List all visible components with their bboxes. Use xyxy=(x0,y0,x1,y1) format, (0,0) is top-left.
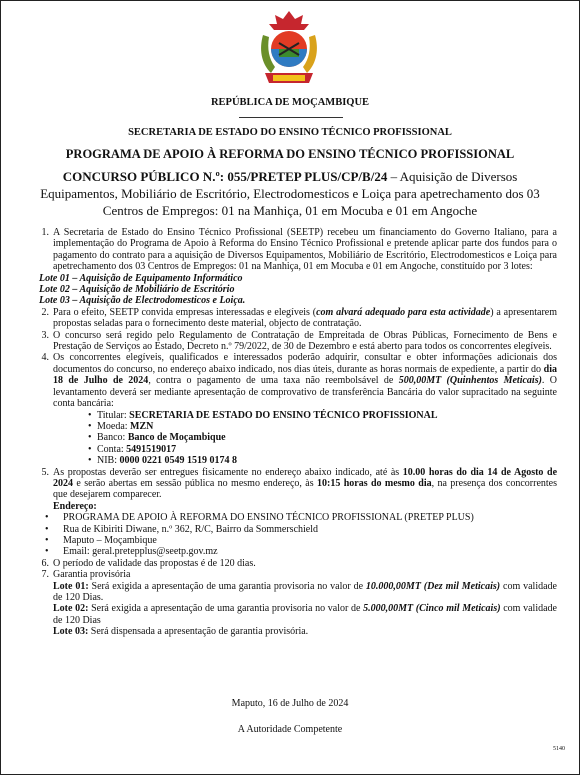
clause-number: 4. xyxy=(41,352,49,364)
clause-1 xyxy=(23,227,557,273)
clause-text: O concurso será regido pelo Regulamento de Contratação de Empreitada de Obras Públicas, Fornecimento de Bens e Prestação de Serviços ao Estado, Decreto n.º 79/2022, de 30 de Dezembro e está aberto para todos os concorrentes elegíveis. xyxy=(53,329,557,353)
document-code: 5140 xyxy=(553,746,565,752)
clause-emphasis: com alvará adequado para esta actividade xyxy=(316,306,491,318)
clause-emphasis: 10:15 horas do mesmo dia xyxy=(316,477,432,489)
lot-1: Lote 01 – Aquisição de Equipamento Informático xyxy=(39,272,243,284)
clause-text: Garantia provisória xyxy=(53,569,131,581)
header-divider xyxy=(239,117,343,118)
clause-text: Para o efeito, SEETP convida empresas interessadas e elegíveis ( xyxy=(53,306,317,318)
clause-number: 2. xyxy=(41,306,49,318)
clause-text: As propostas deverão ser entregues fisicamente no endereço abaixo indicado, até às xyxy=(53,466,403,478)
bank-details xyxy=(23,410,557,467)
secretariat-heading: SECRETARIA DE ESTADO DO ENSINO TÉCNICO PROFISSIONAL xyxy=(128,127,452,138)
authority-signature: A Autoridade Competente xyxy=(237,724,343,735)
clause-2 xyxy=(23,307,557,330)
guarantee-lot-2 xyxy=(53,603,557,626)
clause-emphasis: 10.000,00MT (Dez mil Meticais) xyxy=(365,580,501,592)
bank-name xyxy=(97,432,557,443)
guarantee-lot-1 xyxy=(53,581,557,604)
address-line: • Rua de Kibiriti Diwane, n.º 362, R/C, Bairro da Sommerschield xyxy=(63,524,557,535)
clause-4 xyxy=(23,352,557,409)
clause-text: com validade de 120 Dias. xyxy=(53,580,557,603)
bank-value: Banco de Moçambique xyxy=(127,432,226,444)
clause-text: , na presença dos concorrentes que desejarem comparecer. xyxy=(53,477,557,501)
coat-of-arms-emblem-icon xyxy=(249,5,329,89)
clause-text: Os concorrentes elegíveis, qualificados e interessados poderão adquirir, consultar e obter informações adicionais dos documentos do concurso, no endereço abaixo indicado, nos dias úteis, durante as horas normais de expediente, a partir do xyxy=(53,352,557,375)
clause-text: Será dispensada a apresentação de garantia provisória. xyxy=(88,626,309,638)
clause-number: 6. xyxy=(41,557,49,569)
clause-6 xyxy=(23,558,557,569)
clause-text: Será exigida a apresentação de uma garantia provisoria no valor de xyxy=(88,603,364,615)
clause-number: 1. xyxy=(41,227,49,238)
clause-number: 5. xyxy=(41,466,49,478)
clause-number: 3. xyxy=(41,329,49,341)
address-list xyxy=(23,512,557,558)
clause-emphasis: 5.000,00MT (Cinco mil Meticais) xyxy=(363,603,501,615)
clause-7 xyxy=(23,569,557,637)
guarantee-lot-3 xyxy=(53,626,557,637)
clause-emphasis: 10.00 horas do dia 14 de Agosto de 2024 xyxy=(53,466,558,489)
bank-label: Titular: xyxy=(97,409,130,421)
notice-body xyxy=(23,227,557,638)
clause-emphasis: 500,00MT (Quinhentos Meticais) xyxy=(398,375,542,387)
lot-label: Lote 02: xyxy=(53,603,89,615)
clause-emphasis: dia 18 de Julho de 2024 xyxy=(53,363,557,387)
clause-number: 7. xyxy=(41,569,49,581)
bank-label: Moeda: xyxy=(97,420,131,432)
clause-3 xyxy=(23,330,557,353)
tender-subject: – Aquisição de Diversos Equipamentos, Mobiliário de Escritório, Electrodomesticos e Loiça para apetrechamento dos 03 Centros de Empregos: 01 na Manhiça, 01 em Mocuba e 01 em Angoche xyxy=(40,169,540,218)
bank-label: NIB: xyxy=(97,455,120,467)
place-date: Maputo, 16 de Julho de 2024 xyxy=(231,698,349,709)
clause-text: , contra o pagamento de uma taxa não reembolsável de xyxy=(148,375,399,387)
clause-text: Será exigida a apresentação de uma garantia provisoria no valor de xyxy=(88,580,366,592)
address-line: • Maputo – Moçambique xyxy=(63,535,557,546)
lot-label: Lote 01: xyxy=(53,580,89,592)
bank-label: Conta: xyxy=(97,443,127,455)
address-label: Endereço: xyxy=(53,500,97,512)
clause-text: com validade de 120 Dias xyxy=(53,603,557,626)
clause-text: e serão abertas em sessão pública no mesmo endereço, às xyxy=(73,477,317,489)
bank-currency xyxy=(97,421,557,432)
program-heading: PROGRAMA DE APOIO À REFORMA DO ENSINO TÉCNICO PROFISSIONAL xyxy=(65,147,515,161)
bank-titular xyxy=(97,410,557,421)
address-email: • Email: geral.pretepplus@seetp.gov.mz xyxy=(63,546,557,557)
bank-nib xyxy=(97,455,557,466)
bank-value: MZN xyxy=(130,420,154,432)
clause-text: ) a apresentarem propostas seladas para o fornecimento deste material, objecto de contratação. xyxy=(53,306,557,330)
bank-account xyxy=(97,444,557,455)
bank-value: 0000 0221 0549 1519 0174 8 xyxy=(119,455,237,467)
clause-text: . O levantamento deverá ser mediante apresentação de comprovativo de transferência Bancária do valor supracitado na seguinte conta bancária: xyxy=(53,375,557,410)
republic-heading: REPÚBLICA DE MOÇAMBIQUE xyxy=(210,97,370,108)
bank-label: Banco: xyxy=(97,432,128,444)
bank-value: SECRETARIA DE ESTADO DO ENSINO TÉCNICO PROFISSIONAL xyxy=(129,409,438,421)
address-line: • PROGRAMA DE APOIO À REFORMA DO ENSINO TÉCNICO PROFISSIONAL (PRETEP PLUS) xyxy=(63,512,557,523)
tender-number: CONCURSO PÚBLICO N.º: 055/PRETEP PLUS/CP/B/24 xyxy=(62,169,388,184)
clause-text: O período de validade das propostas é de 120 dias. xyxy=(53,557,256,569)
clause-text: A Secretaria de Estado do Ensino Técnico Profissional (SEETP) recebeu um financiamento do Governo Italiano, para a implementação do Programa de Apoio à Reforma do Ensino Técnico Profissional e pretende aplicar parte dos fundos para o pagamento do contrato para a aquisição de Diversos Equipamentos, Mobiliário de Escritório, Electrodomesticos e Loiça para apetrechamento dos 03 Centros de Empregos: 01 na Manhiça, 01 em Mocuba e 01 em Angoche, constituído por 3 lotes: xyxy=(53,227,557,273)
bank-value: 5491519017 xyxy=(126,443,177,455)
lot-3: Lote 03 – Aquisição de Electrodomesticos e Loiça. xyxy=(39,295,246,307)
tender-title xyxy=(25,168,555,219)
clause-5 xyxy=(23,467,557,513)
lot-label: Lote 03: xyxy=(53,626,89,638)
lot-2: Lote 02 – Aquisição de Mobiliário de Escritório xyxy=(39,284,235,296)
